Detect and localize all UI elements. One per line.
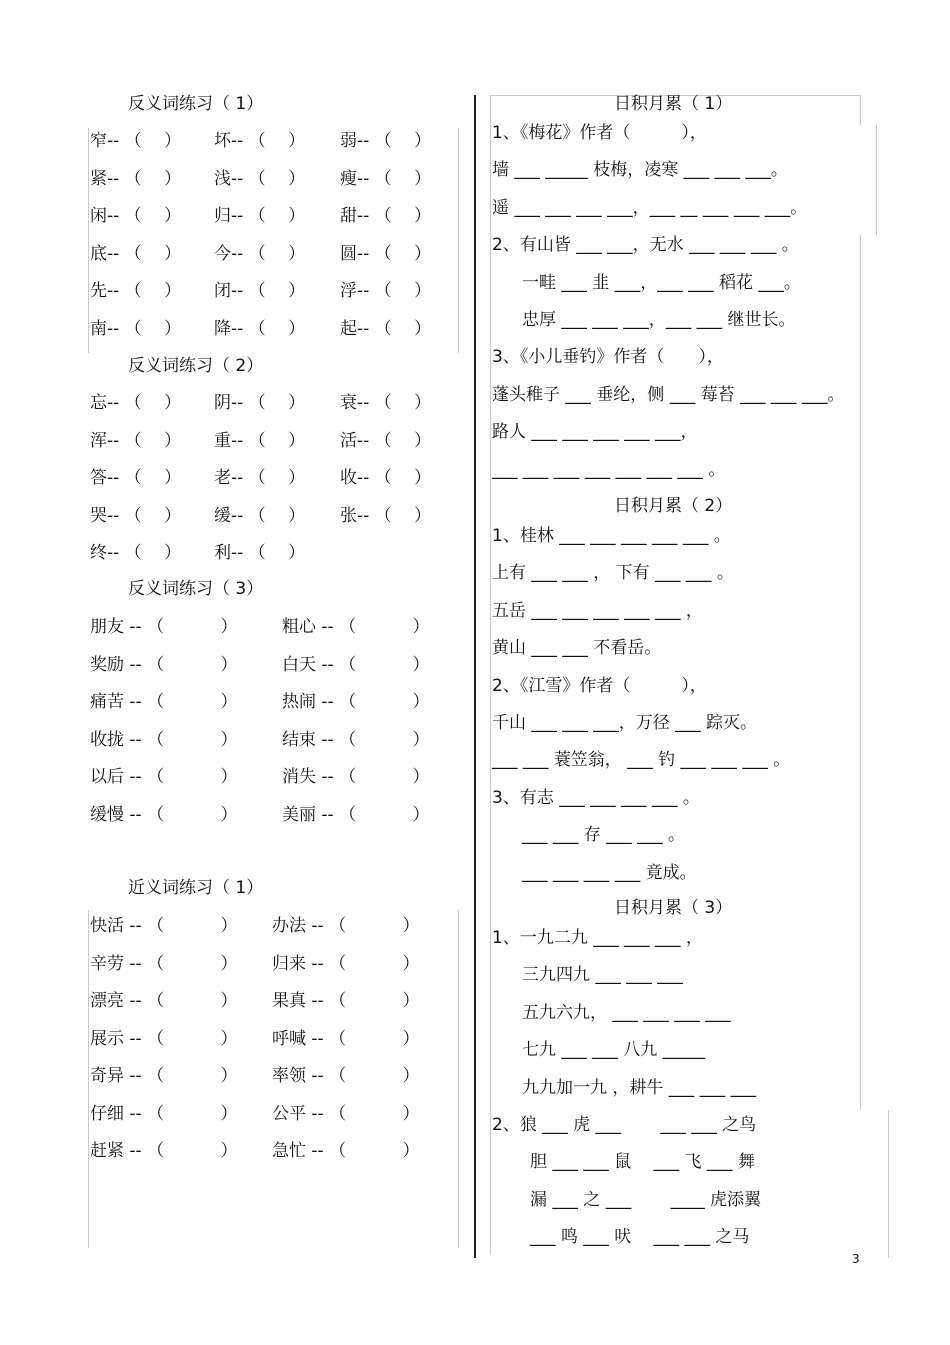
ant2-item: 利-- （ ） bbox=[214, 543, 306, 563]
ant3-item: 收拢 -- （ ） bbox=[90, 729, 238, 750]
ant2-item: 老-- （ ） bbox=[214, 468, 306, 488]
syn1-item: 快活 -- （ ） bbox=[90, 916, 238, 936]
ant1-item: 今-- （ ） bbox=[214, 243, 306, 264]
syn1-item: 赶紧 -- （ ） bbox=[90, 1141, 238, 1161]
right-col-edge-d bbox=[888, 1110, 889, 1258]
r1-line: ___ ___ ___ ___ ___ ___ ___ 。 bbox=[492, 459, 726, 480]
ant1-item: 坏-- （ ） bbox=[214, 131, 306, 151]
ant3-item: 痛苦 -- （ ） bbox=[90, 692, 238, 712]
ant3-item: 朋友 -- （ ） bbox=[90, 617, 238, 637]
ant1-item: 归-- （ ） bbox=[214, 206, 306, 226]
left-border-2 bbox=[88, 910, 89, 1248]
syn1-item: 漂亮 -- （ ） bbox=[90, 991, 238, 1011]
r2-line: 3、有志 ___ ___ ___ ___ 。 bbox=[492, 787, 700, 808]
syn1-item: 归来 -- （ ） bbox=[272, 953, 420, 974]
r1-line: 蓬头稚子 ___ 垂纶，侧 ___ 莓苔 ___ ___ ___。 bbox=[492, 384, 845, 405]
ant2-item: 活-- （ ） bbox=[340, 430, 432, 451]
right-col-edge-c bbox=[860, 235, 861, 1110]
syn1-item: 辛劳 -- （ ） bbox=[90, 953, 238, 974]
ant1-item: 甜-- （ ） bbox=[340, 206, 432, 226]
right-col-left-border bbox=[490, 95, 491, 1255]
ant3-item: 美丽 -- （ ） bbox=[282, 804, 430, 825]
ant1-item: 弱-- （ ） bbox=[340, 131, 432, 151]
ant1-item: 紧-- （ ） bbox=[90, 168, 182, 189]
ant3-item: 缓慢 -- （ ） bbox=[90, 804, 238, 825]
r1-line: 2、有山皆 ___ ___，无水 ___ ___ ___ 。 bbox=[492, 235, 799, 256]
ant1-item: 瘦-- （ ） bbox=[340, 168, 432, 189]
ant1-item: 闲-- （ ） bbox=[90, 206, 182, 226]
right-border-2 bbox=[458, 910, 459, 1248]
ant3-item: 以后 -- （ ） bbox=[90, 767, 238, 787]
ant2-item: 忘-- （ ） bbox=[90, 393, 182, 413]
r3-line: 1、一九二九 ___ ___ ___ ， bbox=[492, 928, 703, 948]
syn1-item: 仔细 -- （ ） bbox=[90, 1103, 238, 1124]
ant1-item: 浅-- （ ） bbox=[214, 168, 306, 189]
r1-line: 3、《小儿垂钓》作者（ ）， bbox=[492, 347, 724, 368]
syn1-item: 奇异 -- （ ） bbox=[90, 1066, 238, 1086]
ant3-item: 热闹 -- （ ） bbox=[282, 692, 430, 712]
ant2-item: 浑-- （ ） bbox=[90, 430, 182, 451]
r2-line: 五岳 ___ ___ ___ ___ ___ ， bbox=[492, 600, 703, 621]
r1-line: 忠厚 ___ ___ ___，___ ___ 继世长。 bbox=[522, 310, 796, 330]
antonym-1-title: 反义词练习（ 1） bbox=[128, 94, 264, 114]
daily-accumulation-3-title: 日积月累（ 3） bbox=[614, 898, 733, 918]
syn1-item: 果真 -- （ ） bbox=[272, 991, 420, 1011]
syn1-item: 急忙 -- （ ） bbox=[272, 1141, 420, 1161]
ant1-item: 起-- （ ） bbox=[340, 318, 432, 339]
syn1-item: 公平 -- （ ） bbox=[272, 1103, 420, 1124]
ant2-item: 收-- （ ） bbox=[340, 468, 432, 488]
ant2-item: 答-- （ ） bbox=[90, 468, 182, 488]
r3-line: 胆 ___ ___ 鼠 ___ 飞 ___ 舞 bbox=[530, 1152, 755, 1173]
ant3-item: 消失 -- （ ） bbox=[282, 767, 430, 787]
ant3-item: 奖励 -- （ ） bbox=[90, 654, 238, 675]
ant1-item: 浮-- （ ） bbox=[340, 281, 432, 301]
left-border-1 bbox=[88, 128, 89, 353]
r2-line: ___ ___ 存 ___ ___ 。 bbox=[522, 825, 686, 846]
ant1-item: 降-- （ ） bbox=[214, 318, 306, 339]
ant3-item: 白天 -- （ ） bbox=[282, 654, 430, 675]
ant2-item: 衰-- （ ） bbox=[340, 393, 432, 413]
r2-line: 黄山 ___ ___ 不看岳。 bbox=[492, 638, 662, 659]
daily-accumulation-1-title: 日积月累（ 1） bbox=[614, 94, 733, 114]
ant1-item: 闭-- （ ） bbox=[214, 281, 306, 301]
ant1-item: 先-- （ ） bbox=[90, 281, 182, 301]
r3-line: 漏 ___ 之 ___ ____ 虎添翼 bbox=[530, 1189, 762, 1210]
ant2-item: 缓-- （ ） bbox=[214, 505, 306, 526]
r3-line: 2、狼 ___ 虎 ___ ___ ___ 之鸟 bbox=[492, 1115, 757, 1135]
daily-accumulation-2-title: 日积月累（ 2） bbox=[614, 496, 733, 516]
antonym-2-title: 反义词练习（ 2） bbox=[128, 356, 264, 376]
ant1-item: 窄-- （ ） bbox=[90, 131, 182, 151]
r2-line: ___ ___ ___ ___ 竟成。 bbox=[522, 862, 697, 883]
r2-line: 千山 ___ ___ ___，万径 ___ 踪灭。 bbox=[492, 713, 758, 733]
r2-line: ___ ___ 蓑笠翁， ___ 钓 ___ ___ ___ 。 bbox=[492, 750, 791, 771]
r2-line: 上有 ___ ___ ， 下有 ___ ___ 。 bbox=[492, 563, 734, 584]
ant2-item: 哭-- （ ） bbox=[90, 505, 182, 526]
r1-line: 1、《梅花》作者（ ）， bbox=[492, 123, 707, 143]
page-number: 3 bbox=[852, 1252, 860, 1266]
ant1-item: 南-- （ ） bbox=[90, 318, 182, 339]
ant2-item: 终-- （ ） bbox=[90, 543, 182, 563]
r1-line: 遥 ___ ___ ___ ___，___ __ ___ ___ ___。 bbox=[492, 197, 808, 218]
r1-line: 路人 ___ ___ ___ ___ ___， bbox=[492, 422, 698, 443]
r3-line: 七九 ___ ___ 八九 _____ bbox=[522, 1040, 706, 1061]
ant3-item: 粗心 -- （ ） bbox=[282, 617, 430, 637]
syn1-item: 呼喊 -- （ ） bbox=[272, 1028, 420, 1049]
right-col-edge-a bbox=[860, 95, 861, 125]
r1-line: 墙 ___ _____ 枝梅，凌寒 ___ ___ ___。 bbox=[492, 160, 788, 181]
syn1-item: 率领 -- （ ） bbox=[272, 1066, 420, 1086]
ant1-item: 底-- （ ） bbox=[90, 243, 182, 264]
synonym-1-title: 近义词练习（ 1） bbox=[128, 878, 264, 898]
r3-line: 三九四九 ___ ___ ___ bbox=[522, 965, 683, 986]
r3-line: ___ 鸣 ___ 吠 ___ ___ 之马 bbox=[530, 1227, 750, 1248]
right-col-edge-b bbox=[876, 125, 877, 235]
ant2-item: 阴-- （ ） bbox=[214, 393, 306, 413]
r2-line: 2、《江雪》作者（ ）， bbox=[492, 675, 707, 696]
r2-line: 1、桂林 ___ ___ ___ ___ ___ 。 bbox=[492, 526, 731, 546]
ant1-item: 圆-- （ ） bbox=[340, 243, 432, 264]
column-divider bbox=[474, 95, 476, 1258]
ant2-item: 张-- （ ） bbox=[340, 505, 432, 526]
ant3-item: 结束 -- （ ） bbox=[282, 729, 430, 750]
ant2-item: 重-- （ ） bbox=[214, 430, 306, 451]
antonym-3-title: 反义词练习（ 3） bbox=[128, 579, 264, 599]
syn1-item: 展示 -- （ ） bbox=[90, 1028, 238, 1049]
syn1-item: 办法 -- （ ） bbox=[272, 916, 420, 936]
r3-line: 九九加一九 ，耕牛 ___ ___ ___ bbox=[522, 1077, 757, 1098]
r3-line: 五九六九， ___ ___ ___ ___ bbox=[522, 1002, 731, 1023]
r1-line: 一畦 ___ 韭 ___，___ ___ 稻花 ___。 bbox=[522, 272, 801, 293]
right-border-1 bbox=[458, 128, 459, 353]
